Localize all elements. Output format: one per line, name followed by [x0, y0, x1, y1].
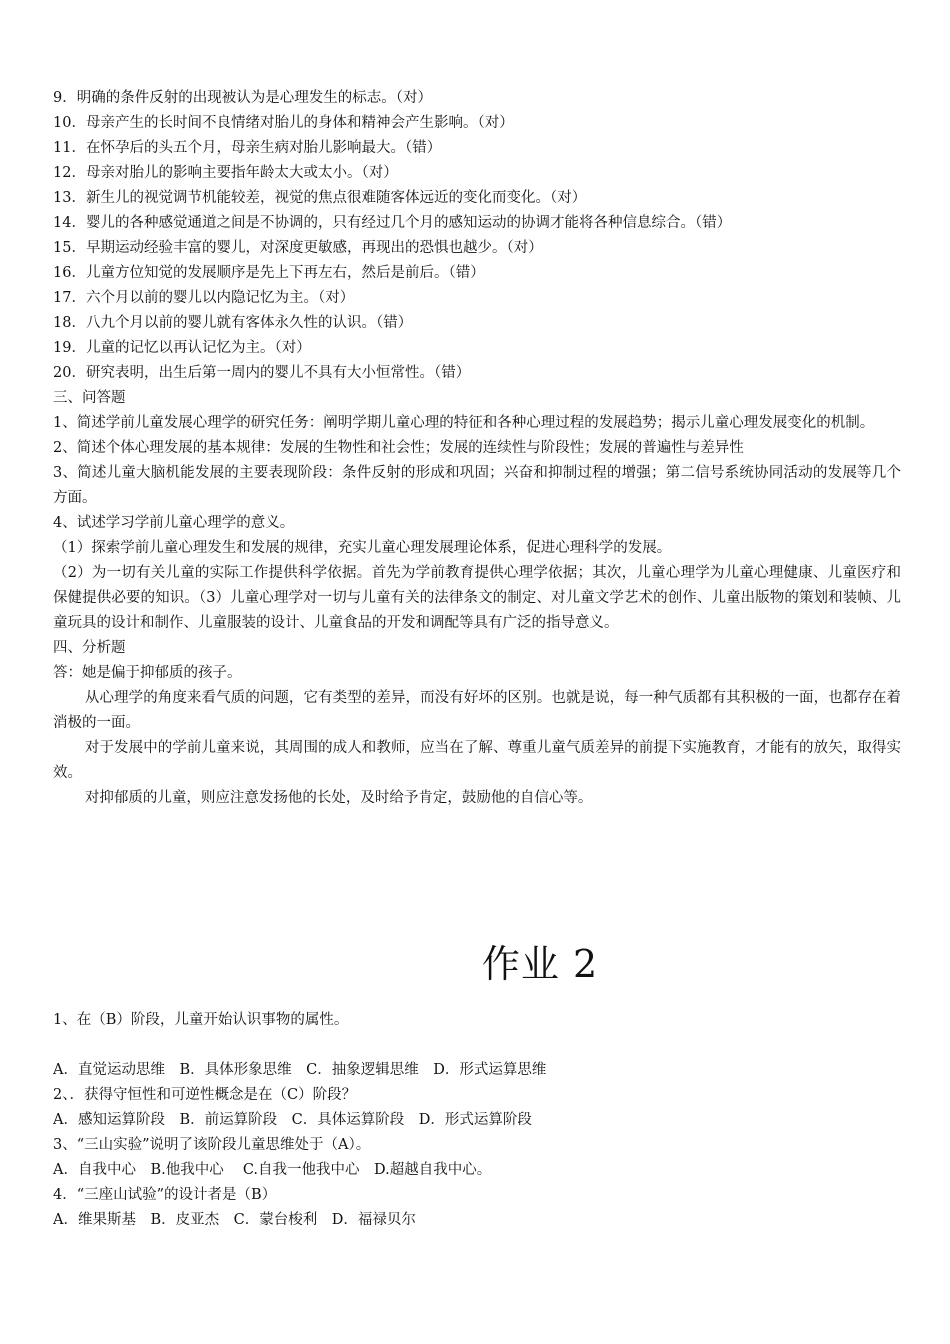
mcq-section [53, 1008, 901, 1233]
qa-heading: 三、问答题 [53, 390, 126, 406]
mcq-question: 4．“三座山试验”的设计者是（B） [53, 1187, 277, 1203]
spacer [53, 1033, 901, 1058]
assignment-title-block [0, 936, 950, 996]
tf-answer-item: 11．在怀孕后的头五个月，母亲生病对胎儿影响最大。（错） [53, 140, 442, 156]
answers-section [53, 86, 901, 811]
tf-answer-item: 17．六个月以前的婴儿以内隐记忆为主。（对） [53, 290, 355, 306]
tf-answer-item: 14．婴儿的各种感觉通道之间是不协调的，只有经过几个月的感知运动的协调才能将各种信息综合。（错） [53, 215, 732, 231]
tf-answer-item: 15．早期运动经验丰富的婴儿，对深度更敏感，再现出的恐惧也越少。（对） [53, 240, 543, 256]
mcq-question: 3、“三山实验”说明了该阶段儿童思维处于（A）。 [53, 1137, 371, 1153]
qa-item: （1）探索学前儿童心理发生和发展的规律，充实儿童心理发展理论体系，促进心理科学的发展。 [53, 540, 672, 556]
tf-answer-item: 18．八九个月以前的婴儿就有客体永久性的认识。（错） [53, 315, 413, 331]
qa-item: 1、简述学前儿童发展心理学的研究任务：阐明学期儿童心理的特征和各种心理过程的发展趋势；揭示儿童心理发展变化的机制。 [53, 415, 875, 431]
tf-answer-item: 20．研究表明，出生后第一周内的婴儿不具有大小恒常性。（错） [53, 365, 471, 381]
analysis-paragraph: 从心理学的角度来看气质的问题，它有类型的差异，而没有好坏的区别。也就是说，每一种气质都有其积极的一面，也都存在着消极的一面。 [53, 690, 901, 731]
tf-answer-item: 19．儿童的记忆以再认记忆为主。（对） [53, 340, 311, 356]
tf-answer-item: 16．儿童方位知觉的发展顺序是先上下再左右，然后是前后。（错） [53, 265, 485, 281]
tf-answer-item: 12．母亲对胎儿的影响主要指年龄太大或太小。（对） [53, 165, 398, 181]
analysis-paragraph: 对于发展中的学前儿童来说，其周围的成人和教师，应当在了解、尊重儿童气质差异的前提下实施教育，才能有的放矢，取得实效。 [53, 740, 901, 781]
mcq-options: A．自我中心 B.他我中心 C.自我一他我中心 D.超越自我中心。 [53, 1162, 492, 1178]
tf-answer-item: 13．新生儿的视觉调节机能较差，视觉的焦点很难随客体远近的变化而变化。（对） [53, 190, 587, 206]
qa-item: 2、简述个体心理发展的基本规律：发展的生物性和社会性；发展的连续性与阶段性；发展的普遍性与差异性 [53, 440, 744, 456]
tf-answer-item: 9．明确的条件反射的出现被认为是心理发生的标志。（对） [53, 90, 432, 106]
mcq-options: A．直觉运动思维 B．具体形象思维 C．抽象逻辑思维 D．形式运算思维 [53, 1062, 547, 1078]
analysis-heading: 四、分析题 [53, 640, 126, 656]
mcq-options: A．感知运算阶段 B．前运算阶段 C．具体运算阶段 D．形式运算阶段 [53, 1112, 532, 1128]
mcq-question: 1、在（B）阶段，儿童开始认识事物的属性。 [53, 1012, 349, 1028]
analysis-answer: 答：她是偏于抑郁质的孩子。 [53, 665, 242, 681]
assignment-title: 作业 2 [481, 942, 599, 986]
qa-item: 3、简述儿童大脑机能发展的主要表现阶段：条件反射的形成和巩固；兴奋和抑制过程的增强；第二信号系统协同活动的发展等几个方面。 [53, 465, 901, 506]
analysis-paragraph: 对抑郁质的儿童，则应注意发扬他的长处，及时给予肯定，鼓励他的自信心等。 [84, 790, 593, 806]
mcq-options: A．维果斯基 B．皮亚杰 C．蒙台梭利 D．福禄贝尔 [53, 1212, 416, 1228]
qa-item: （2）为一切有关儿童的实际工作提供科学依据。首先为学前教育提供心理学依据；其次，儿童心理学为儿童心理健康、儿童医疗和保健提供必要的知识。（3）儿童心理学对一切与儿童有关的法律条文的制定、对儿童文学艺术的创作、儿童出版物的策划和装帧、儿童玩具的设计和制作、儿童服装的设计、儿童食品的开发和调配等具有广泛的指导意义。 [53, 565, 901, 631]
tf-answer-item: 10．母亲产生的长时间不良情绪对胎儿的身体和精神会产生影响。（对） [53, 115, 514, 131]
mcq-question: 2、．获得守恒性和可逆性概念是在（C）阶段？ [53, 1087, 357, 1103]
qa-item: 4、试述学习学前儿童心理学的意义。 [53, 515, 295, 531]
